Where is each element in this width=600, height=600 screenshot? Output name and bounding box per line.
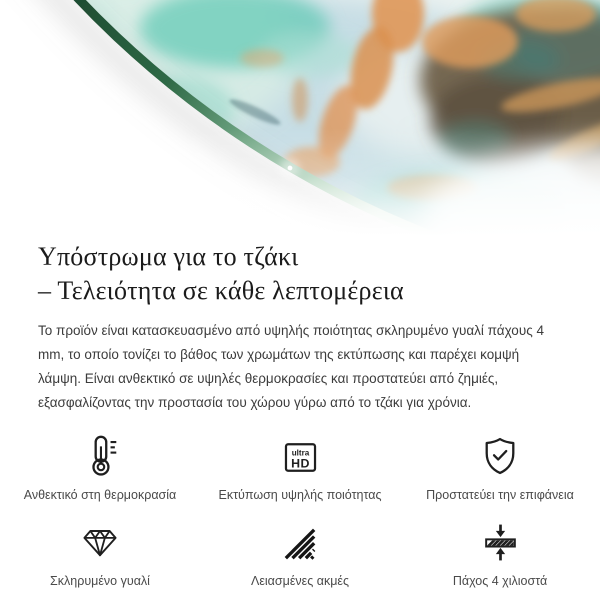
feature-label: Σκληρυμένο γυαλί xyxy=(50,573,150,588)
diamond-icon xyxy=(78,520,122,564)
ultra-hd-icon-text-bottom: HD xyxy=(290,455,310,470)
polished-edges-icon xyxy=(280,524,320,564)
feature-label: Προστατεύει την επιφάνεια xyxy=(426,487,574,502)
ultra-hd-icon xyxy=(280,437,321,478)
title-line-1: Υπόστρωμα για το τζάκι xyxy=(38,242,299,271)
ultra-hd-icon-text-top: ultra xyxy=(291,447,309,457)
feature-ultra-hd-print xyxy=(200,430,400,502)
feature-heat-resistant xyxy=(0,430,200,502)
feature-label: Εκτύπωση υψηλής ποιότητας xyxy=(218,487,382,502)
hero-image xyxy=(0,0,600,236)
thermometer-icon xyxy=(77,432,123,478)
title-line-2: – Τελειότητα σε κάθε λεπτομέρεια xyxy=(38,275,404,305)
feature-polished-edges xyxy=(200,516,400,588)
feature-label: Πάχος 4 χιλιοστά xyxy=(452,573,548,588)
product-description: Το προϊόν είναι κατασκευασμένο από υψηλής ποιότητας σκληρυμένο γυαλί πάχους 4 mm, το οποίο τονίζει το βάθος των χρωμάτων της εκτύπωσης και παρέχει κομψή λάμψη. Είναι ανθεκτικό σε υψηλές θερμοκρασίες και προστατεύει από ζημιές, εξασφαλίζοντας την προστασία του χώρου γύρω από το τζάκι για χρόνια. xyxy=(38,322,544,410)
shield-check-icon xyxy=(478,434,522,478)
feature-protects-surface xyxy=(400,430,600,502)
features-grid xyxy=(0,430,600,588)
glass-disc-image xyxy=(0,0,600,236)
page-title xyxy=(38,240,562,308)
thickness-icon xyxy=(479,521,522,564)
feature-tempered-glass xyxy=(0,516,200,588)
feature-thickness xyxy=(400,516,600,588)
feature-label: Ανθεκτικό στη θερμοκρασία xyxy=(23,487,177,502)
feature-label: Λειασμένες ακμές xyxy=(250,573,349,588)
text-block xyxy=(0,240,600,415)
